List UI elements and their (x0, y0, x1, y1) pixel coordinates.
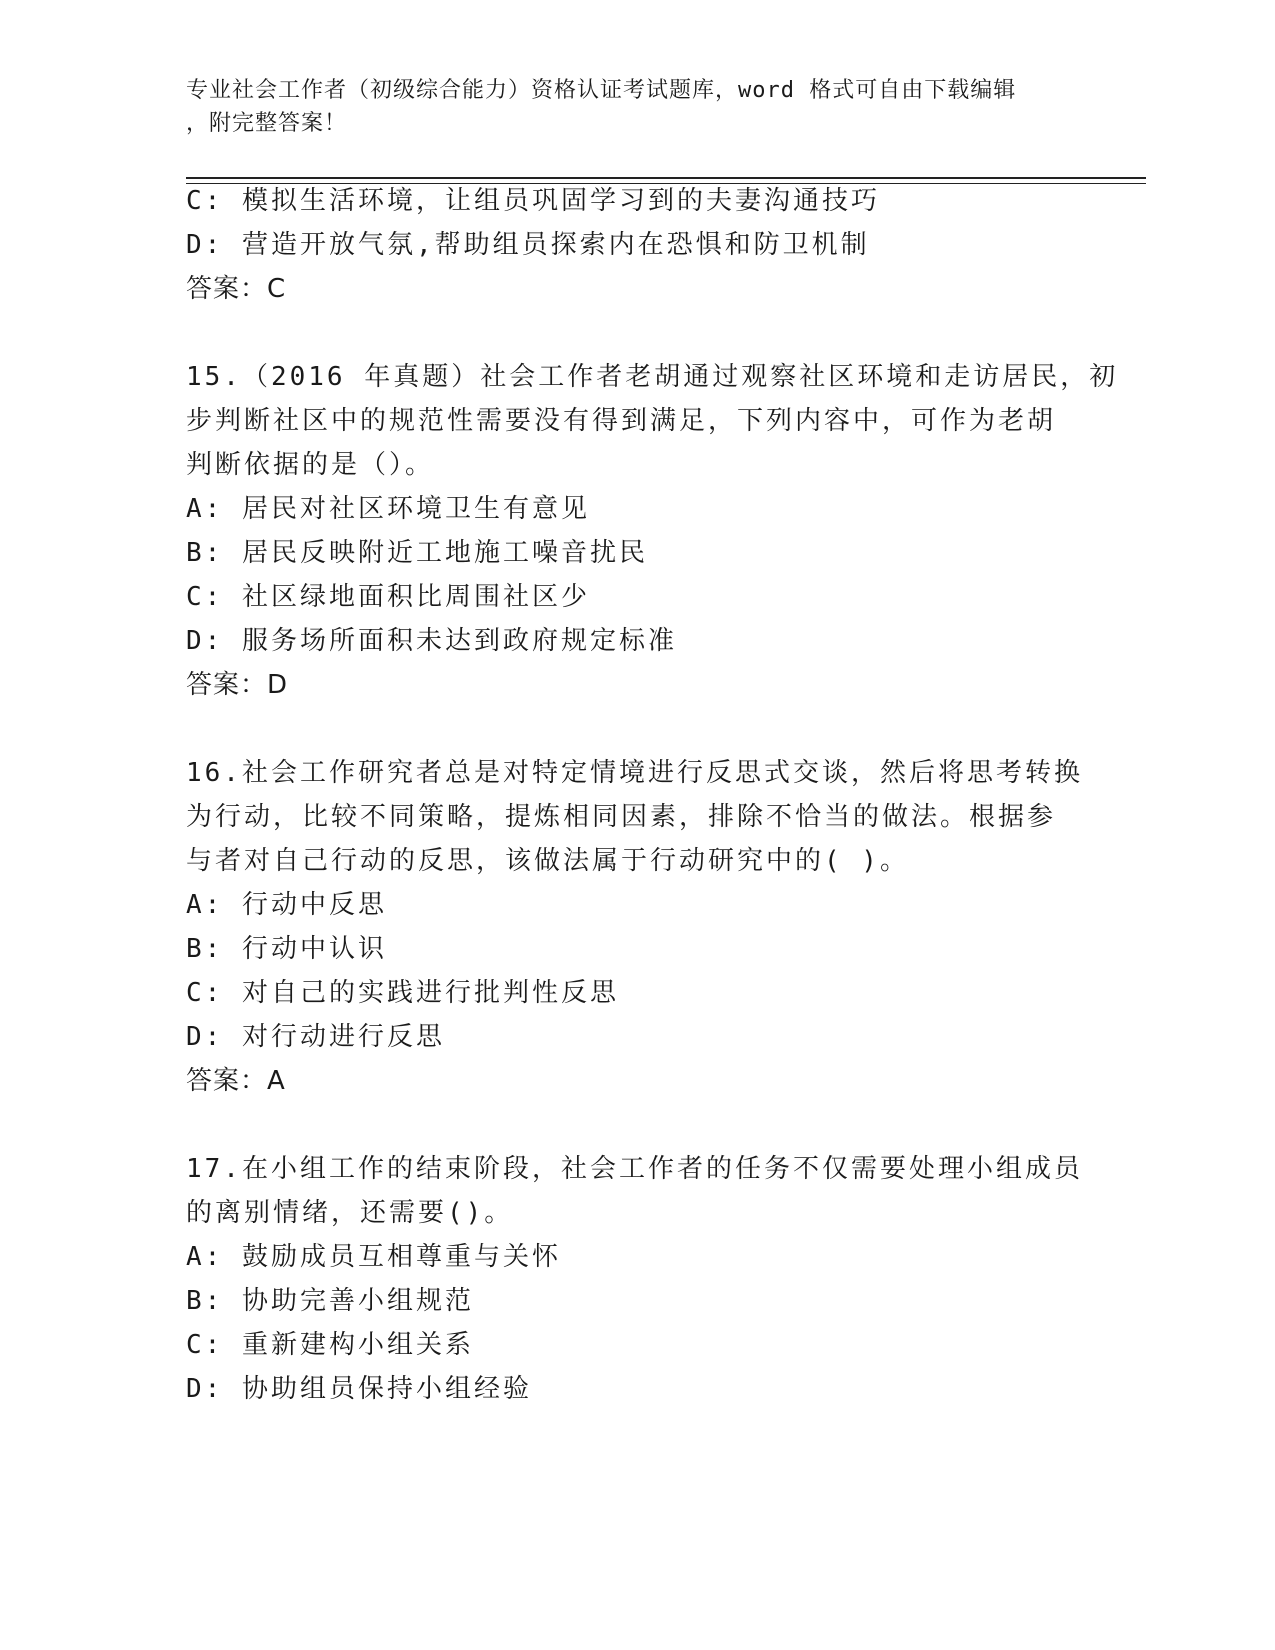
q15-stem-line-1: 15.（2016 年真题）社会工作者老胡通过观察社区环境和走访居民，初 (186, 362, 1119, 392)
q15-option-d: D: 服务场所面积未达到政府规定标准 (186, 626, 677, 656)
q15-answer: 答案：D (186, 670, 289, 700)
q16-stem-line-1: 16.社会工作研究者总是对特定情境进行反思式交谈，然后将思考转换 (186, 758, 1083, 788)
q16-option-b: B: 行动中认识 (186, 934, 387, 964)
q17-stem-line-2: 的离别情绪，还需要()。 (186, 1198, 514, 1228)
q14-option-d: D: 营造开放气氛,帮助组员探索内在恐惧和防卫机制 (186, 230, 870, 260)
document-header (186, 74, 1066, 140)
q14-option-c: C: 模拟生活环境，让组员巩固学习到的夫妻沟通技巧 (186, 186, 880, 216)
q17-option-b: B: 协助完善小组规范 (186, 1286, 474, 1316)
header-line-2: ，附完整答案！ (186, 111, 348, 136)
q15-stem-line-3: 判断依据的是（）。 (186, 450, 435, 480)
q16-option-c: C: 对自己的实践进行批判性反思 (186, 978, 619, 1008)
q17-option-a: A: 鼓励成员互相尊重与关怀 (186, 1242, 561, 1272)
q15-stem-line-2: 步判断社区中的规范性需要没有得到满足，下列内容中，可作为老胡 (186, 406, 1057, 436)
q16-answer: 答案：A (186, 1066, 286, 1096)
header-line-1: 专业社会工作者（初级综合能力）资格认证考试题库，word 格式可自由下载编辑 (186, 78, 1017, 103)
q14-answer: 答案：C (186, 274, 287, 304)
q17-option-d: D: 协助组员保持小组经验 (186, 1374, 532, 1404)
q16-stem-line-2: 为行动，比较不同策略，提炼相同因素，排除不恰当的做法。根据参 (186, 802, 1057, 832)
q16-stem-line-3: 与者对自己行动的反思，该做法属于行动研究中的( )。 (186, 846, 909, 876)
q15-option-b: B: 居民反映附近工地施工噪音扰民 (186, 538, 648, 568)
q17-option-c: C: 重新建构小组关系 (186, 1330, 474, 1360)
q17-stem-line-1: 17.在小组工作的结束阶段，社会工作者的任务不仅需要处理小组成员 (186, 1154, 1083, 1184)
q15-option-c: C: 社区绿地面积比周围社区少 (186, 582, 590, 612)
q16-option-a: A: 行动中反思 (186, 890, 387, 920)
header-rule-thick (186, 177, 1146, 179)
q15-option-a: A: 居民对社区环境卫生有意见 (186, 494, 590, 524)
q16-option-d: D: 对行动进行反思 (186, 1022, 445, 1052)
